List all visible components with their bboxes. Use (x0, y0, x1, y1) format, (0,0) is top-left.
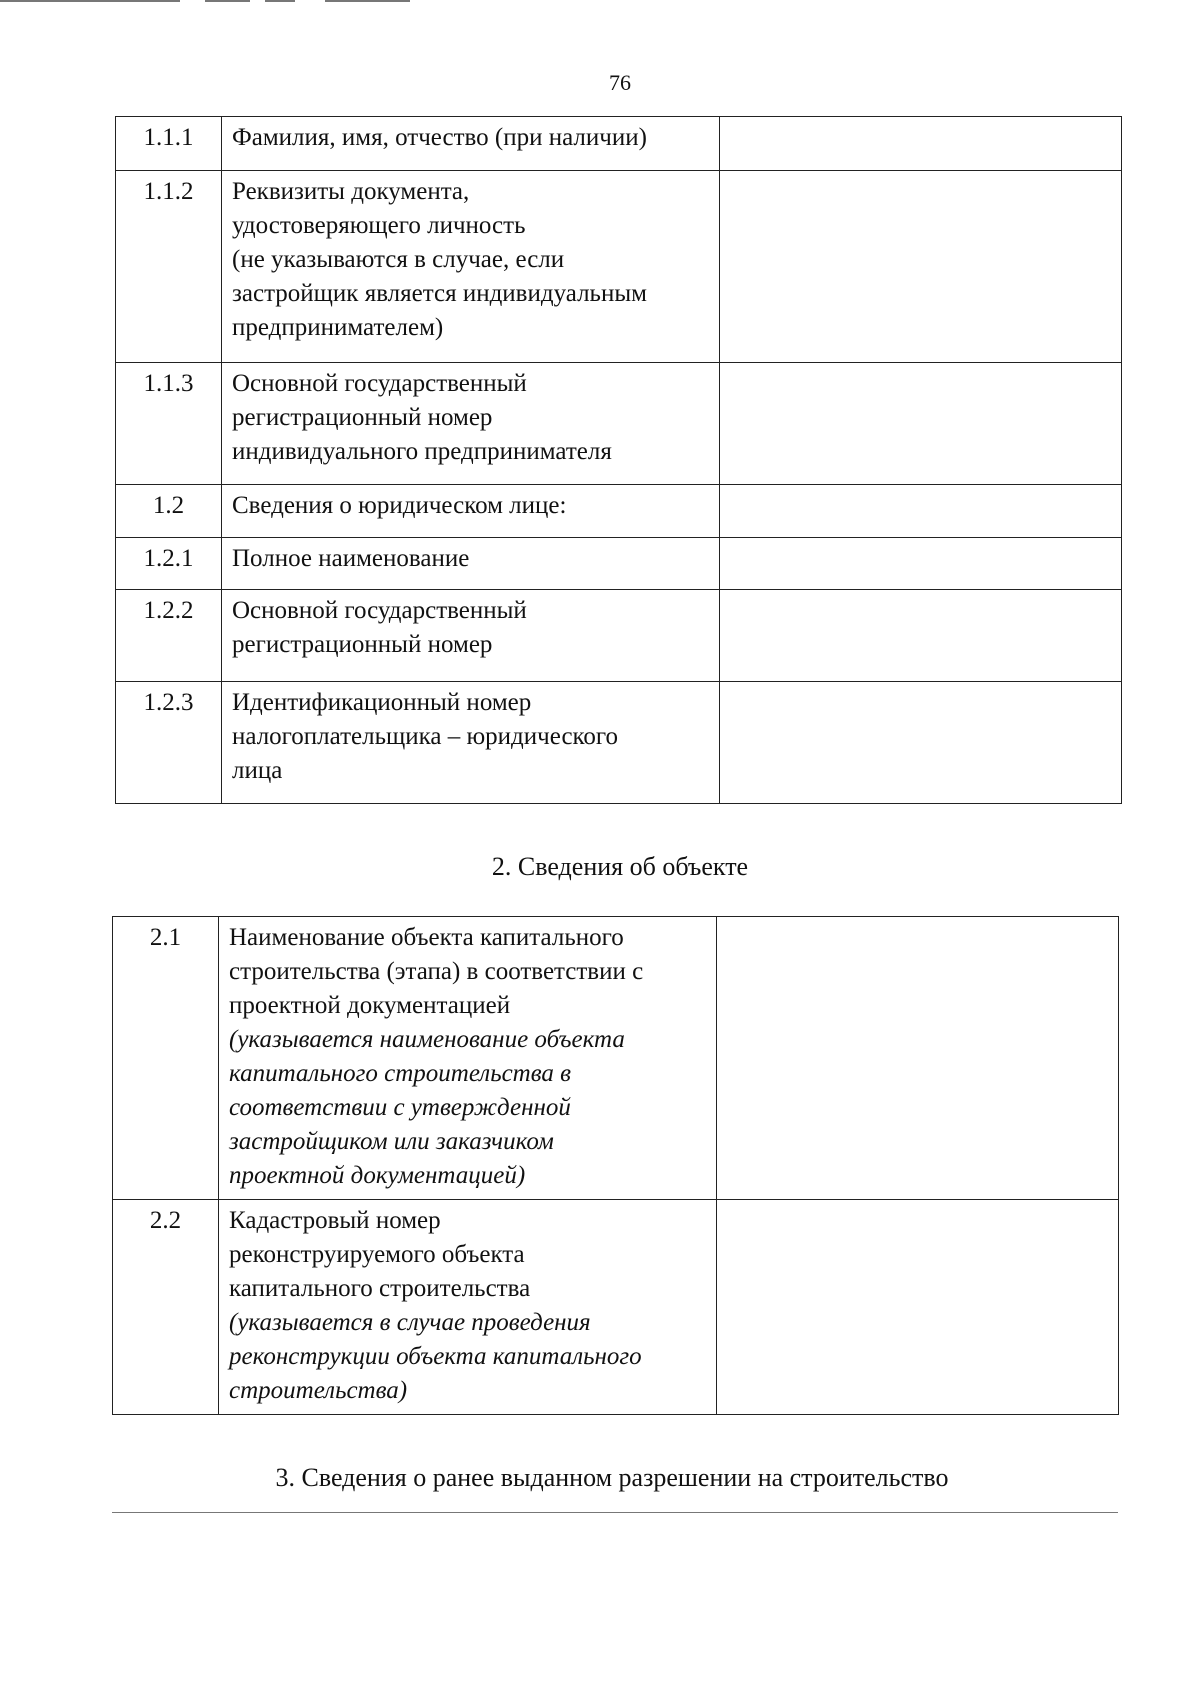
italic-note: (указывается наименование объекта (229, 1026, 625, 1053)
row-label: Полное наименование (222, 538, 720, 590)
row-number: 2.2 (113, 1200, 219, 1415)
table-row (116, 538, 1122, 590)
italic-note: капитального строительства в (229, 1060, 572, 1087)
table-row (116, 117, 1122, 171)
row-label: Кадастровый номер реконструируемого объекта капитального строительства (указывается в случае проведения реконструкции объекта капитального строительства) (219, 1200, 717, 1415)
row-number: 1.2.3 (116, 682, 222, 804)
value-cell[interactable] (717, 917, 1119, 1200)
object-info-table (112, 916, 1119, 1415)
value-cell[interactable] (720, 682, 1122, 804)
value-cell[interactable] (720, 538, 1122, 590)
section-title: 2. Сведения об объекте (491, 852, 749, 881)
applicant-info-table (115, 116, 1122, 804)
page-number: 76 (609, 70, 631, 95)
row-number: 1.1.1 (116, 117, 222, 171)
row-label: Основной государственный регистрационный номер индивидуального предпринимателя (222, 363, 720, 485)
value-cell[interactable] (720, 363, 1122, 485)
table-row (116, 590, 1122, 682)
scan-edge-line (205, 0, 250, 2)
value-cell[interactable] (720, 117, 1122, 171)
row-number: 1.1.3 (116, 363, 222, 485)
table-row (113, 917, 1119, 1200)
table-row (116, 363, 1122, 485)
row-label: Наименование объекта капитального строительства (этапа) в соответствии с проектной документацией (указывается наименование объекта капитального строительства в соответствии с утвержденной застройщиком или заказчиком проектной документацией) (219, 917, 717, 1200)
italic-note: соответствии с утвержденной (229, 1094, 571, 1121)
italic-note: реконструкции объекта капитального (229, 1343, 642, 1370)
row-number: 1.2.1 (116, 538, 222, 590)
row-number: 1.2 (116, 485, 222, 538)
table-row (116, 682, 1122, 804)
value-cell[interactable] (720, 171, 1122, 363)
row-label: Фамилия, имя, отчество (при наличии) (222, 117, 720, 171)
row-label: Идентификационный номер налогоплательщика – юридического лица (222, 682, 720, 804)
scan-edge-line (265, 0, 295, 2)
table-row (116, 171, 1122, 363)
scan-edge-line (0, 0, 180, 2)
italic-note: проектной документацией) (229, 1162, 526, 1189)
scan-edge-line (325, 0, 410, 2)
row-number: 1.2.2 (116, 590, 222, 682)
section-title: 3. Сведения о ранее выданном разрешении на строительство (275, 1463, 949, 1492)
italic-note: (указывается в случае проведения (229, 1309, 591, 1336)
divider (112, 1512, 1118, 1513)
row-number: 2.1 (113, 917, 219, 1200)
row-label: Основной государственный регистрационный номер (222, 590, 720, 682)
table-row (116, 485, 1122, 538)
row-number: 1.1.2 (116, 171, 222, 363)
table-row (113, 1200, 1119, 1415)
italic-note: застройщиком или заказчиком (229, 1128, 554, 1155)
value-cell[interactable] (720, 590, 1122, 682)
row-label: Сведения о юридическом лице: (222, 485, 720, 538)
value-cell[interactable] (720, 485, 1122, 538)
italic-note: строительства) (229, 1377, 408, 1404)
row-label: Реквизиты документа, удостоверяющего личность (не указываются в случае, если застройщик является индивидуальным предпринимателем) (222, 171, 720, 363)
value-cell[interactable] (717, 1200, 1119, 1415)
